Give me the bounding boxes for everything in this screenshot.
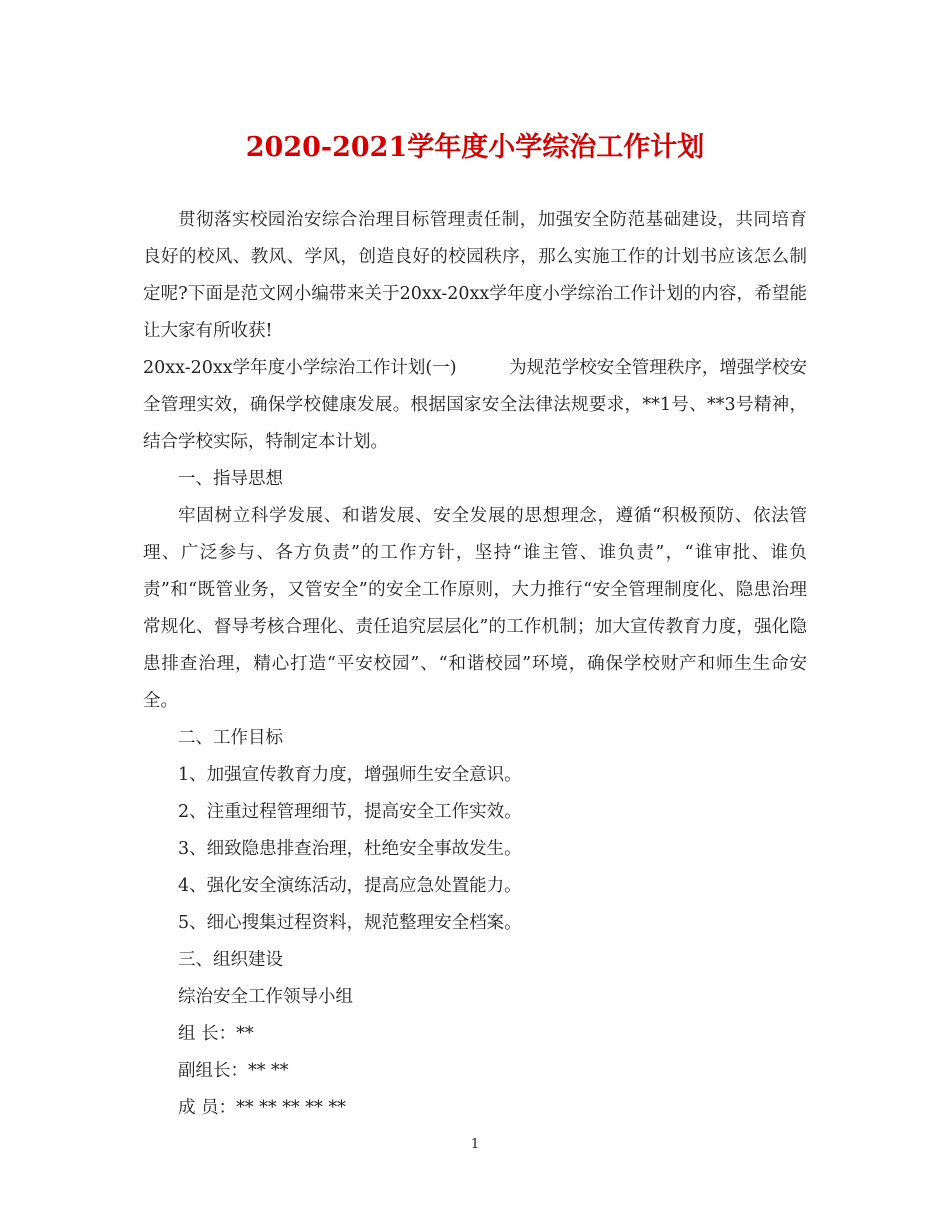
paragraph-intro: 贯彻落实校园治安综合治理目标管理责任制，加强安全防范基础建设，共同培育良好的校风、教风、学风，创造良好的校园秩序，那么实施工作的计划书应该怎么制定呢?下面是范文网小编带来关于20xx-20xx学年度小学综治工作计划的内容，希望能让大家有所收获! — [143, 210, 807, 341]
leader-line: 组 长：** — [178, 1024, 254, 1044]
section-heading-work-goals: 二、工作目标 — [178, 728, 283, 748]
goal-item-5: 5、细心搜集过程资料，规范整理安全档案。 — [178, 913, 522, 933]
goal-item-1: 1、加强宣传教育力度，增强师生安全意识。 — [178, 765, 522, 785]
paragraph-plan-one — [143, 350, 807, 461]
paragraph-guiding-ideology: 牢固树立科学发展、和谐发展、安全发展的思想理念，遵循“积极预防、依法管理、广泛参与、各方负责”的工作方针，坚持“谁主管、谁负责”，“谁审批、谁负责”和“既管业务，又管安全”的安全工作原则，大力推行“安全管理制度化、隐患治理常规化、督导考核合理化、责任追究层层化”的工作机制；加大宣传教育力度，强化隐患排查治理，精心打造“平安校园”、“和谐校园”环境，确保学校财产和师生生命安全。 — [143, 506, 807, 711]
plan-one-text: 为规范学校安全管理秩序，增强学校安全管理实效，确保学校健康发展。根据国家安全法律法规要求，**1号、**3号精神，结合学校实际，特制定本计划。 — [143, 358, 808, 452]
goal-item-3: 3、细致隐患排查治理，杜绝安全事故发生。 — [178, 839, 522, 859]
deputy-leader-line: 副组长：** ** — [178, 1061, 289, 1081]
document-body — [143, 202, 807, 1127]
goal-item-4: 4、强化安全演练活动，提高应急处置能力。 — [178, 876, 522, 896]
goal-item-2: 2、注重过程管理细节，提高安全工作实效。 — [178, 802, 522, 822]
plan-one-heading: 20xx-20xx学年度小学综治工作计划(一) — [143, 358, 457, 378]
document-title: 2020-2021学年度小学综治工作计划 — [245, 132, 705, 163]
section-heading-organization: 三、组织建设 — [178, 950, 283, 970]
leadership-group-title: 综治安全工作领导小组 — [178, 987, 353, 1007]
members-line: 成 员：** ** ** ** ** — [178, 1098, 346, 1118]
page-number: 1 — [470, 1137, 480, 1152]
section-heading-guiding-ideology: 一、指导思想 — [178, 469, 283, 489]
